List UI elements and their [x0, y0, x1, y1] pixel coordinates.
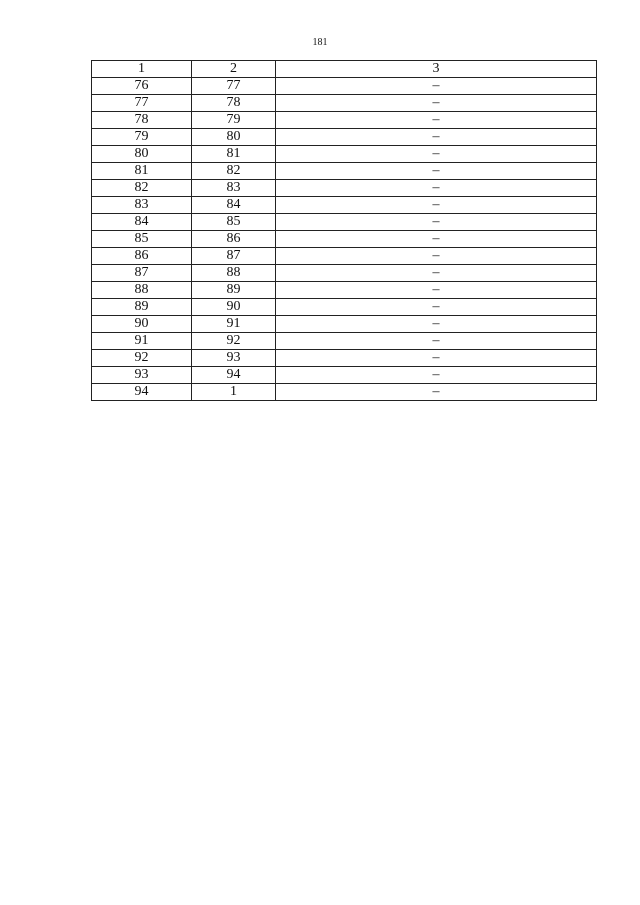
table-row [92, 163, 597, 180]
table-cell-col-3: – [276, 112, 597, 129]
table-cell-col-2: 78 [192, 95, 276, 112]
column-header-1: 1 [92, 61, 192, 78]
table-cell-col-1: 87 [92, 265, 192, 282]
table-cell-col-3: – [276, 350, 597, 367]
column-header-3: 3 [276, 61, 597, 78]
table-row [92, 316, 597, 333]
table-cell-col-1: 78 [92, 112, 192, 129]
table-row [92, 299, 597, 316]
table-header-row [92, 61, 597, 78]
table-cell-col-2: 81 [192, 146, 276, 163]
table-cell-col-2: 83 [192, 180, 276, 197]
table-cell-col-1: 89 [92, 299, 192, 316]
table-cell-col-1: 92 [92, 350, 192, 367]
table-cell-col-1: 85 [92, 231, 192, 248]
table-cell-col-3: – [276, 146, 597, 163]
table-cell-col-1: 88 [92, 282, 192, 299]
table-cell-col-1: 84 [92, 214, 192, 231]
table-cell-col-2: 1 [192, 384, 276, 401]
table-row [92, 146, 597, 163]
table-row [92, 214, 597, 231]
table-cell-col-2: 80 [192, 129, 276, 146]
table-cell-col-3: – [276, 367, 597, 384]
table-cell-col-3: – [276, 180, 597, 197]
table-cell-col-1: 94 [92, 384, 192, 401]
table-cell-col-3: – [276, 248, 597, 265]
table-cell-col-2: 92 [192, 333, 276, 350]
table-cell-col-3: – [276, 299, 597, 316]
table-row [92, 95, 597, 112]
table-cell-col-2: 91 [192, 316, 276, 333]
table-row [92, 231, 597, 248]
table-cell-col-2: 77 [192, 78, 276, 95]
table-cell-col-2: 93 [192, 350, 276, 367]
table-row [92, 78, 597, 95]
table-cell-col-2: 84 [192, 197, 276, 214]
table-row [92, 265, 597, 282]
table-cell-col-3: – [276, 231, 597, 248]
table-cell-col-1: 77 [92, 95, 192, 112]
table-row [92, 180, 597, 197]
table-cell-col-3: – [276, 78, 597, 95]
table-cell-col-3: – [276, 316, 597, 333]
table-cell-col-2: 88 [192, 265, 276, 282]
table-cell-col-1: 82 [92, 180, 192, 197]
table-cell-col-3: – [276, 197, 597, 214]
table-cell-col-2: 86 [192, 231, 276, 248]
page-number: 181 [312, 37, 328, 48]
table-cell-col-1: 80 [92, 146, 192, 163]
table-row [92, 112, 597, 129]
table-cell-col-2: 94 [192, 367, 276, 384]
table-cell-col-3: – [276, 214, 597, 231]
table-cell-col-1: 81 [92, 163, 192, 180]
table-cell-col-2: 85 [192, 214, 276, 231]
table-cell-col-1: 83 [92, 197, 192, 214]
table-cell-col-1: 86 [92, 248, 192, 265]
table-cell-col-3: – [276, 282, 597, 299]
table-cell-col-3: – [276, 95, 597, 112]
table-cell-col-1: 93 [92, 367, 192, 384]
column-header-2: 2 [192, 61, 276, 78]
table-body [92, 78, 597, 401]
table-row [92, 350, 597, 367]
table-row [92, 384, 597, 401]
table-row [92, 282, 597, 299]
table-cell-col-2: 79 [192, 112, 276, 129]
table-row [92, 248, 597, 265]
table-cell-col-1: 76 [92, 78, 192, 95]
table-cell-col-2: 82 [192, 163, 276, 180]
table-row [92, 197, 597, 214]
table-cell-col-2: 90 [192, 299, 276, 316]
table-cell-col-3: – [276, 265, 597, 282]
table-cell-col-3: – [276, 384, 597, 401]
table-cell-col-3: – [276, 163, 597, 180]
table-cell-col-2: 89 [192, 282, 276, 299]
table-cell-col-3: – [276, 129, 597, 146]
table-row [92, 333, 597, 350]
table-cell-col-2: 87 [192, 248, 276, 265]
table-cell-col-3: – [276, 333, 597, 350]
table-row [92, 367, 597, 384]
table-cell-col-1: 91 [92, 333, 192, 350]
table-cell-col-1: 79 [92, 129, 192, 146]
table-row [92, 129, 597, 146]
data-table [91, 60, 597, 401]
table-cell-col-1: 90 [92, 316, 192, 333]
